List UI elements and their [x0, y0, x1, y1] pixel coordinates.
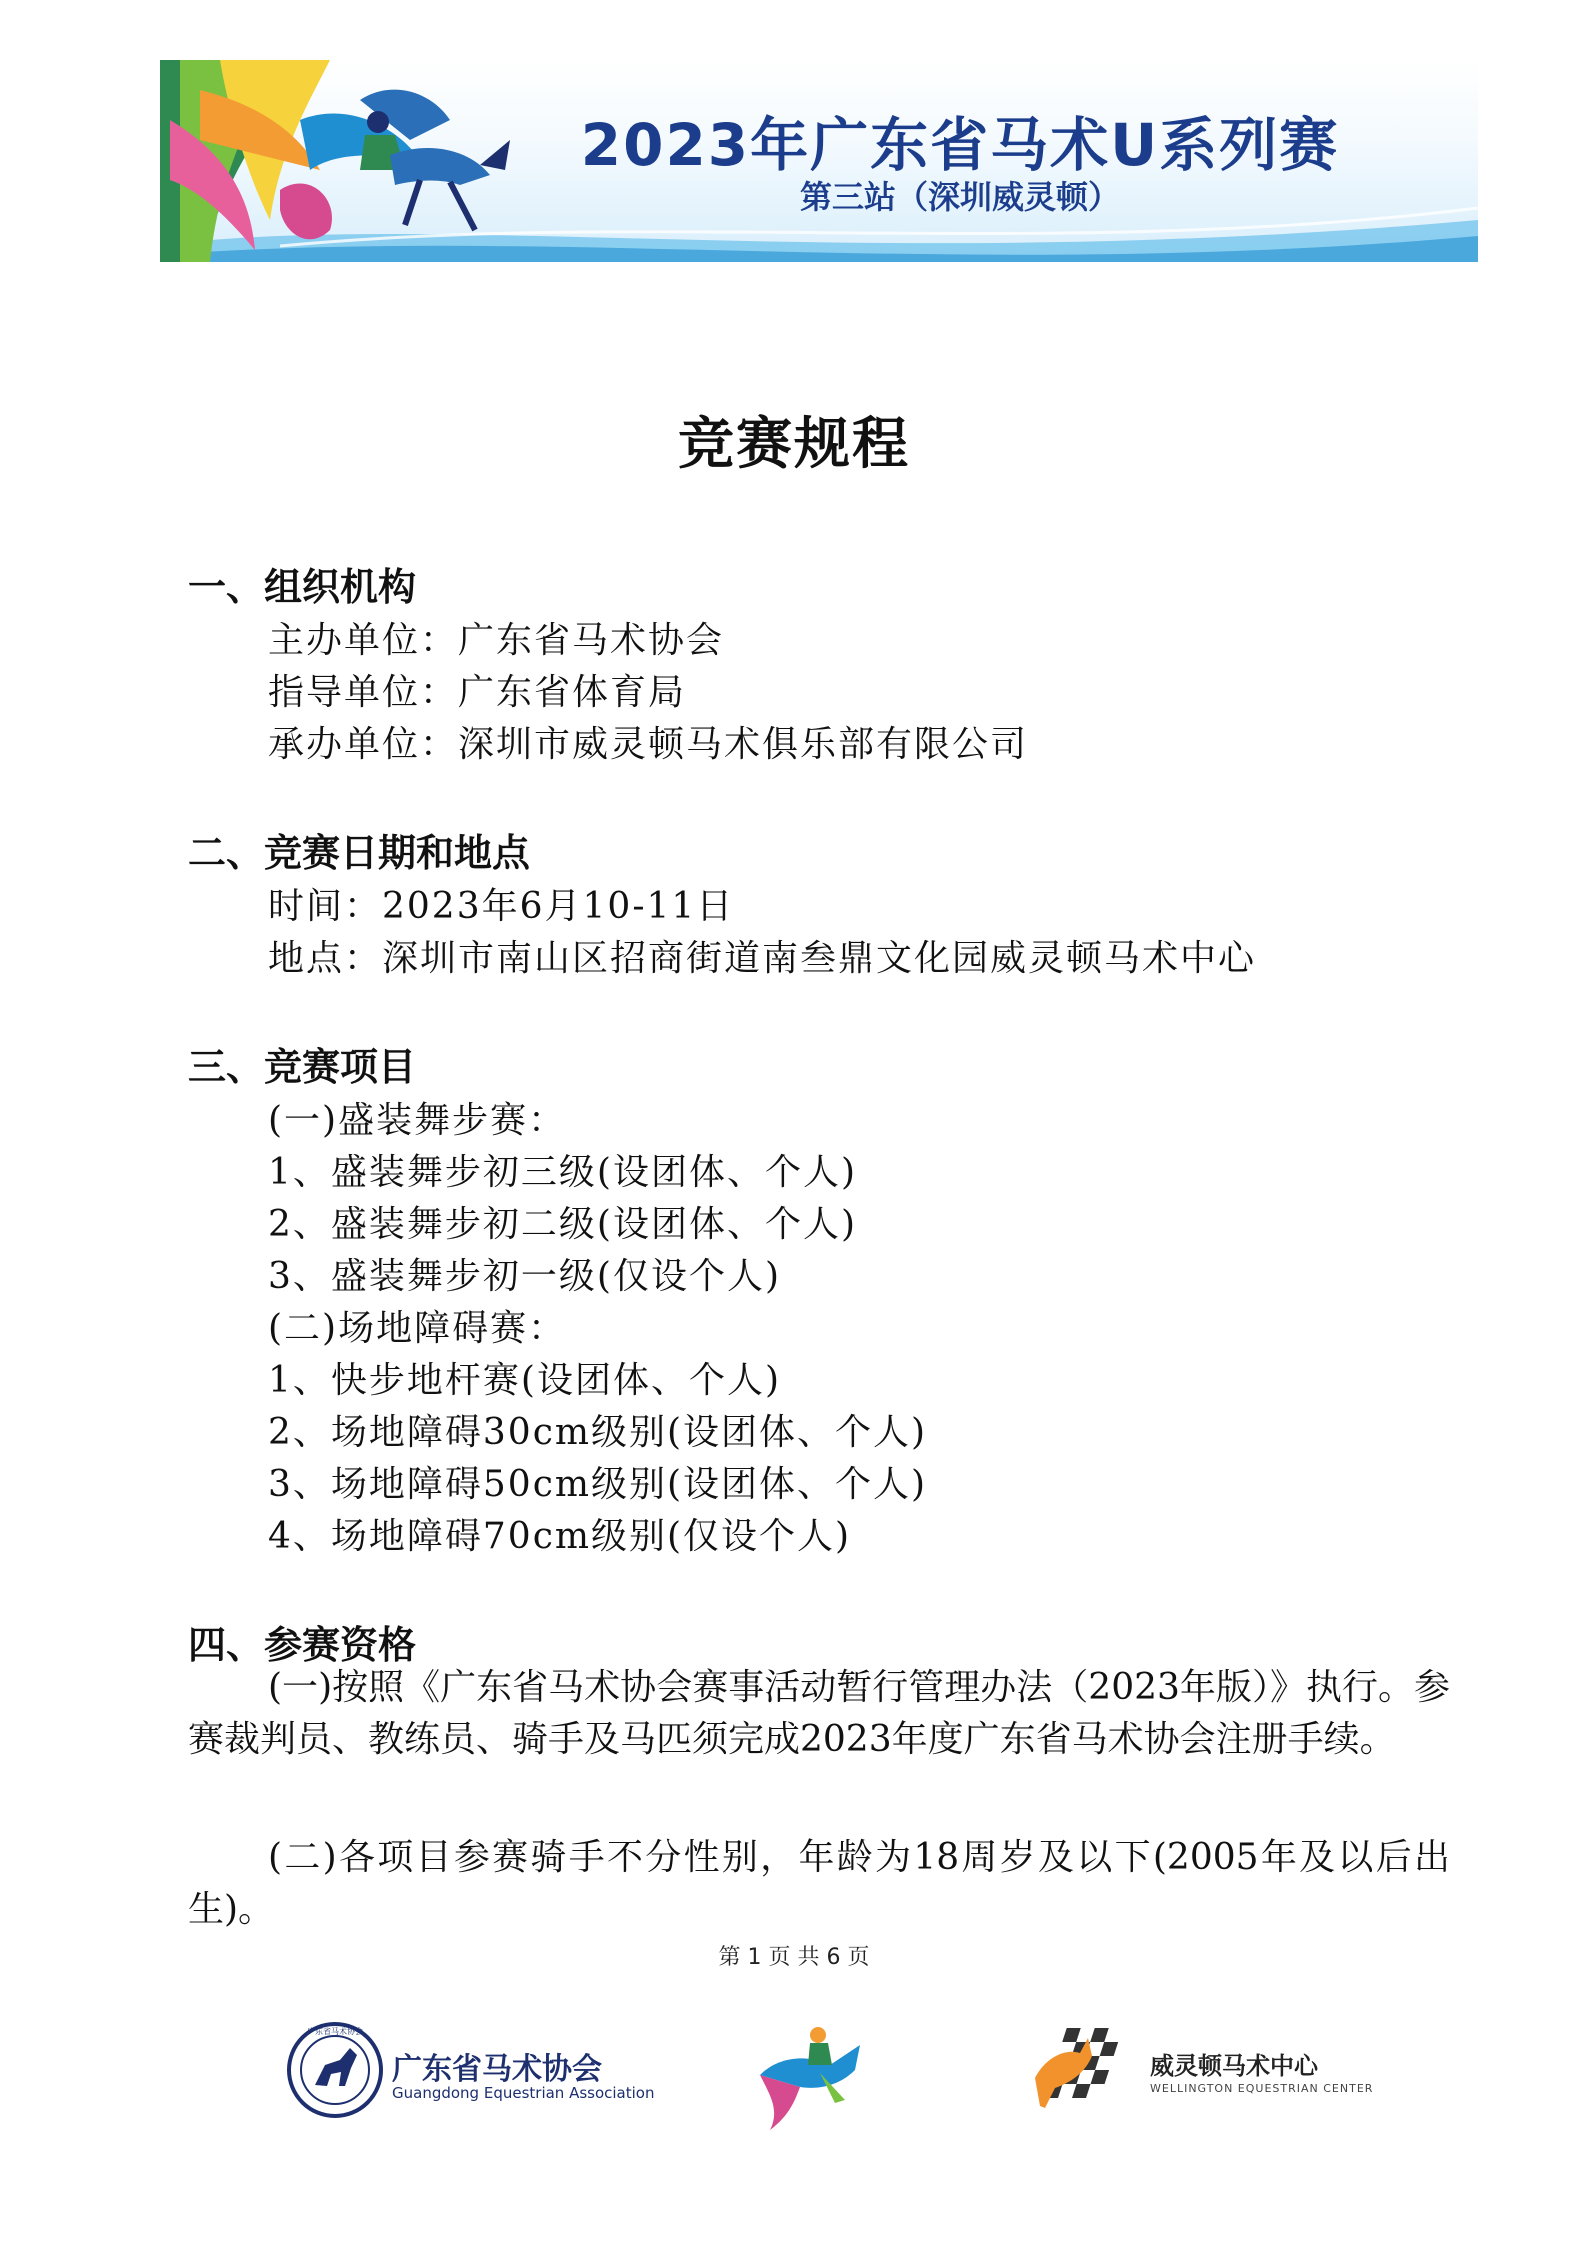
venue-line: 地点：深圳市南山区招商街道南叁鼎文化园威灵顿马术中心 [268, 938, 1257, 979]
organizer-line: 主办单位：广东省马术协会 [268, 620, 725, 661]
event-item: 1、快步地杆赛(设团体、个人) [268, 1360, 781, 1401]
event-group-jumping: (二)场地障碍赛： [268, 1308, 567, 1349]
event-item: 4、场地障碍70cm级别(仅设个人) [268, 1516, 852, 1557]
section-heading-eligibility: 四、参赛资格 [188, 1623, 417, 1667]
banner-title: 2023年广东省马术U系列赛 [580, 111, 1340, 179]
document-title: 竞赛规程 [678, 412, 910, 477]
event-item: 2、场地障碍30cm级别(设团体、个人) [268, 1412, 928, 1453]
wec-name-en: WELLINGTON EQUESTRIAN CENTER [1150, 2082, 1374, 2095]
section-heading-date-venue: 二、竞赛日期和地点 [188, 831, 531, 875]
event-item: 3、盛装舞步初一级(仅设个人) [268, 1256, 781, 1297]
event-item: 2、盛装舞步初二级(设团体、个人) [268, 1204, 857, 1245]
gea-seal-logo [285, 2020, 385, 2120]
gea-name-en: Guangdong Equestrian Association [392, 2084, 655, 2102]
host-line: 承办单位：深圳市威灵顿马术俱乐部有限公司 [268, 724, 1029, 765]
wellington-checkered-logo [1030, 2018, 1142, 2118]
event-item: 3、场地障碍50cm级别(设团体、个人) [268, 1464, 928, 1505]
section-heading-organization: 一、组织机构 [188, 565, 417, 609]
header-banner [160, 60, 1478, 262]
banner-subtitle: 第三站（深圳威灵顿） [799, 178, 1120, 216]
gea-seal-text: 广东省马术协会 [307, 2027, 363, 2036]
supervisor-line: 指导单位：广东省体育局 [268, 672, 687, 713]
eligibility-paragraph-1: (一)按照《广东省马术协会赛事活动暂行管理办法（2023年版）》执行。参赛裁判员、教练员、骑手及马匹须完成2023年度广东省马术协会注册手续。 [188, 1667, 1450, 1760]
wec-name: 威灵顿马术中心 [1150, 2052, 1318, 2080]
gea-name: 广东省马术协会 [392, 2052, 602, 2087]
event-group-dressage: (一)盛装舞步赛： [268, 1100, 567, 1141]
event-item: 1、盛装舞步初三级(设团体、个人) [268, 1152, 857, 1193]
page-number: 第 1 页 共 6 页 [718, 1945, 870, 1970]
date-line: 时间：2023年6月10-11日 [268, 886, 735, 927]
section-heading-events: 三、竞赛项目 [188, 1045, 417, 1089]
eligibility-paragraph-2: (二)各项目参赛骑手不分性别，年龄为18周岁及以下(2005年及以后出生)。 [188, 1837, 1450, 1930]
jumping-horse-mascot [740, 2015, 880, 2135]
